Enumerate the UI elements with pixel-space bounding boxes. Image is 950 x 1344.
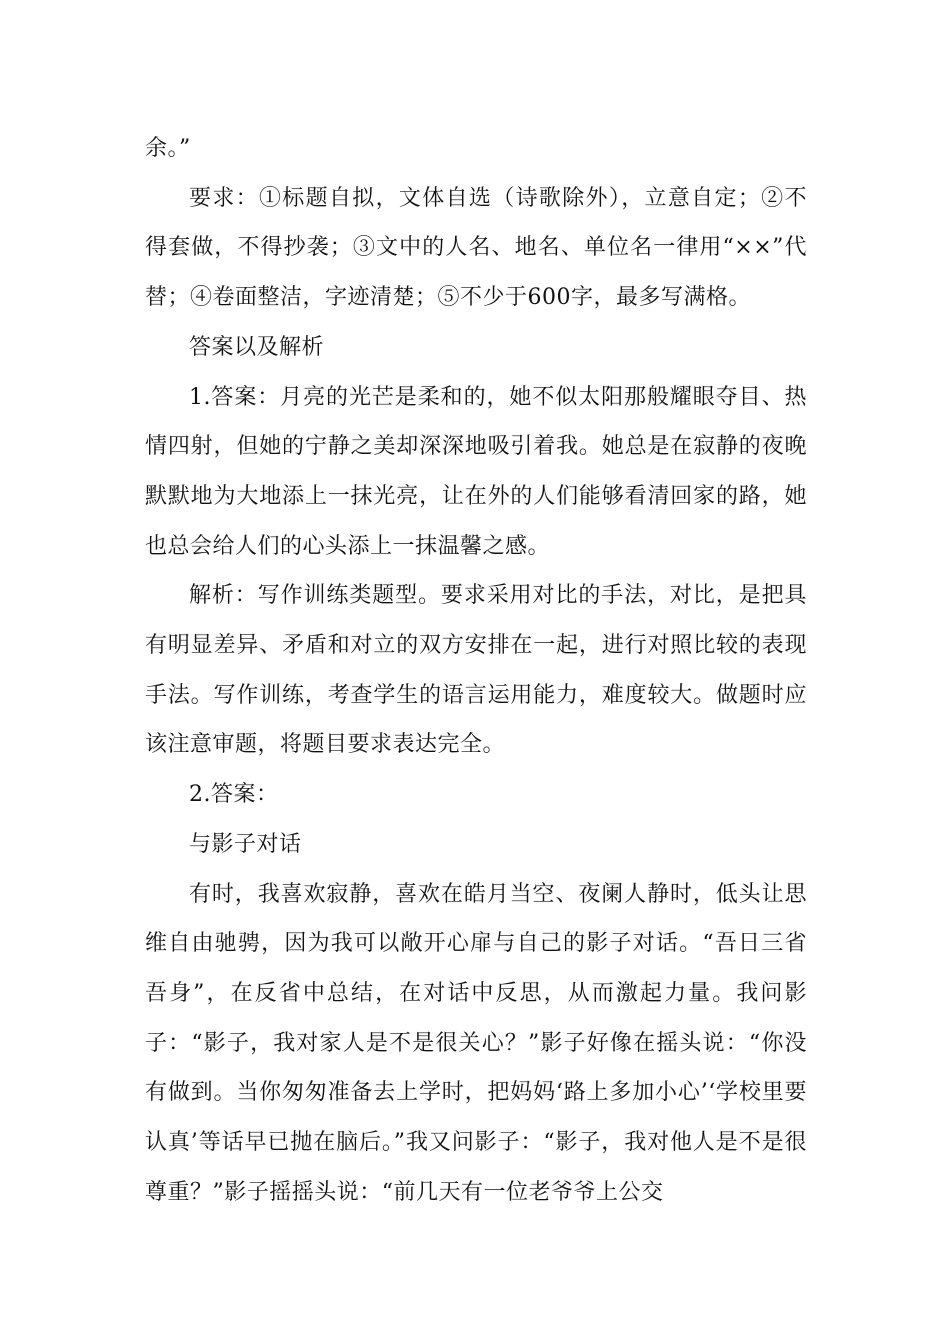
paragraph-answer-1: 1.答案：月亮的光芒是柔和的，她不似太阳那般耀眼夺目、热情四射，但她的宁静之美却深深地吸引着我。她总是在寂静的夜晚默默地为大地添上一抹光亮，让在外的人们能够看清回家的路，她也总会给人们的心头添上一抹温馨之感。 — [145, 384, 807, 559]
paragraph-requirements: 要求：①标题自拟，文体自选（诗歌除外），立意自定；②不得套做，不得抄袭；③文中的人名、地名、单位名一律用“××”代替；④卷面整洁，字迹清楚；⑤不少于600字，最多写满格。 — [145, 185, 807, 311]
paragraph-answer-2-label: 2.答案： — [189, 782, 279, 808]
essay-title: 与影子对话 — [189, 831, 302, 857]
paragraph-continuation: 余。” — [145, 136, 191, 161]
paragraph-analysis: 解析：写作训练类题型。要求采用对比的手法，对比，是把具有明显差异、矛盾和对立的双方安排在一起，进行对照比较的表现手法。写作训练，考查学生的语言运用能力，难度较大。做题时应该注意审题，将题目要求表达完全。 — [145, 583, 807, 758]
essay-paragraph: 有时，我喜欢寂静，喜欢在皓月当空、夜阑人静时，低头让思维自由驰骋，因为我可以敞开心扉与自己的影子对话。“吾日三省吾身”，在反省中总结，在对话中反思，从而激起力量。我问影子：“影子，我对家人是不是很关心？”影子好像在摇头说：“你没有做到。当你匆匆准备去上学时，把妈妈‘路上多加小心’‘学校里要认真’等话早已抛在脑后。”我又问影子：“影子，我对他人是不是很尊重？”影子摇摇头说：“前几天有一位老爷爷上公交 — [145, 881, 807, 1205]
document-body — [145, 124, 807, 1217]
section-heading-answers: 答案以及解析 — [189, 334, 325, 360]
